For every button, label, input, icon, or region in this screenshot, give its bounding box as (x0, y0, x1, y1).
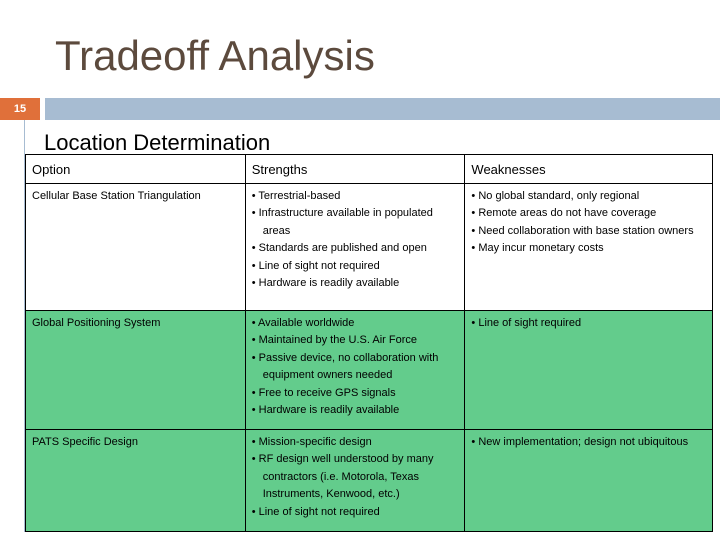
weakness-item: • Need collaboration with base station owners (471, 223, 706, 240)
slide-subtitle: Location Determination (44, 130, 271, 155)
strength-item: • Maintained by the U.S. Air Force (252, 332, 459, 349)
strengths-cell (245, 184, 465, 311)
table-row (26, 311, 713, 430)
option-cell: Global Positioning System (26, 311, 246, 430)
table-row (26, 430, 713, 532)
strength-item: • Terrestrial-based (252, 188, 459, 205)
weakness-item: • May incur monetary costs (471, 240, 706, 257)
strengths-cell (245, 430, 465, 532)
strength-item: • Standards are published and open (252, 240, 459, 257)
strength-item: • Hardware is readily available (252, 402, 459, 419)
option-cell: Cellular Base Station Triangulation (26, 184, 246, 311)
tradeoff-table (25, 154, 713, 532)
strengths-cell (245, 311, 465, 430)
table-row (26, 184, 713, 311)
slide-title: Tradeoff Analysis (55, 32, 375, 79)
title-divider-bar (45, 98, 720, 120)
weakness-item: • Remote areas do not have coverage (471, 205, 706, 222)
strength-item: • Available worldwide (252, 315, 459, 332)
weakness-item: • Line of sight required (471, 315, 706, 332)
weakness-item: • No global standard, only regional (471, 188, 706, 205)
strength-item: • Mission-specific design (252, 434, 459, 451)
slide-number-badge: 15 (0, 98, 40, 120)
weakness-item: • New implementation; design not ubiquitous (471, 434, 706, 451)
table-header-row (26, 155, 713, 184)
strength-item: • Line of sight not required (252, 258, 459, 275)
header-weaknesses: Weaknesses (465, 155, 713, 184)
strength-item: • Free to receive GPS signals (252, 385, 459, 402)
strength-item: • RF design well understood by many contractors (i.e. Motorola, Texas Instruments, Kenwood, etc.) (252, 451, 459, 503)
weaknesses-cell (465, 430, 713, 532)
header-option: Option (26, 155, 246, 184)
strength-item: • Hardware is readily available (252, 275, 459, 292)
weaknesses-cell (465, 184, 713, 311)
option-cell: PATS Specific Design (26, 430, 246, 532)
strength-item: • Line of sight not required (252, 504, 459, 521)
weaknesses-cell (465, 311, 713, 430)
strength-item: • Passive device, no collaboration with equipment owners needed (252, 350, 459, 385)
header-strengths: Strengths (245, 155, 465, 184)
strength-item: • Infrastructure available in populated areas (252, 205, 459, 240)
